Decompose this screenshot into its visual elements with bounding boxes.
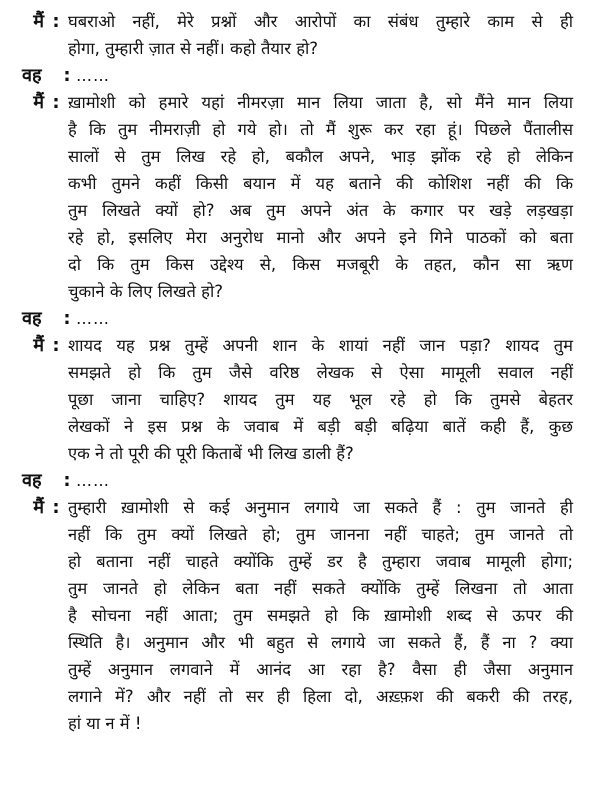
speaker-colon: : — [63, 470, 71, 491]
text-line: सालों से तुम लिख रहे हो, बकौल अपने, भाड़ झोंक रहे हो लेकिन — [68, 147, 573, 166]
text-line: समझते हो कि तुम जैसे वरिष्ठ लेखक से ऐसा मामूली सवाल नहीं — [68, 363, 573, 382]
dialogue-text — [68, 494, 573, 737]
text-line: तुम जानते हो लेकिन बता नहीं सकते क्योंकि तुम्हें लिखना तो आता — [68, 579, 573, 598]
speaker-label: वह — [22, 470, 42, 491]
dialogue-entry — [0, 8, 600, 62]
speaker-colon: : — [52, 497, 60, 518]
speaker-colon: : — [52, 92, 60, 113]
text-line: नहीं कि तुम क्यों लिखते हो; तुम जानना नहीं चाहते; तुम जानते तो — [68, 525, 573, 544]
speaker-colon: : — [52, 11, 60, 32]
text-line: एक ने तो पूरी की पूरी किताबें भी लिख डाली हैं? — [68, 444, 354, 463]
text-line: रहे हो, इसलिए मेरा अनुरोध मानो और अपने इने गिने पाठकों को बता — [68, 228, 573, 247]
text-line: है कि तुम नीमराज़ी हो गये हो। तो मैं शुरू कर रहा हूं। पिछले पैंतालीस — [68, 120, 573, 139]
dialogue-text — [68, 8, 573, 62]
speaker-label: मैं — [33, 92, 44, 113]
text-line: पूछा जाना चाहिए? शायद तुम यह भूल रहे हो कि तुमसे बेहतर — [68, 390, 573, 409]
text-line: है सोचना नहीं आता; तुम समझते हो कि ख़ामोशी शब्द से ऊपर की — [68, 606, 573, 625]
text-line: लेखकों ने इस प्रश्न के जवाब में बड़ी बड़ी बढ़िया बातें कही हैं, कुछ — [68, 417, 573, 436]
dialogue-entry — [0, 89, 600, 305]
dialogue-entry — [0, 494, 600, 737]
text-line: शायद यह प्रश्न तुम्हें अपनी शान के शायां नहीं जान पड़ा? शायद तुम — [68, 336, 573, 355]
text-line: घबराओ नहीं, मेरे प्रश्नों और आरोपों का संबंध तुम्हारे काम से ही — [68, 12, 573, 31]
text-line: दो कि तुम किस उद्देश्य से, किस मजबूरी के तहत, कौन सा ऋण — [68, 255, 573, 274]
speaker-colon: : — [63, 65, 71, 86]
text-line: तुम्हें अनुमान लगवाने में आनंद आ रहा है? वैसा ही जैसा अनुमान — [68, 660, 573, 679]
text-line: हो बताना नहीं चाहते क्योंकि तुम्हें डर है तुम्हारा जवाब मामूली होगा; — [68, 552, 573, 571]
text-line: लगाने में? और नहीं तो सर ही हिला दो, अख़्फ़श की बकरी की तरह, — [68, 687, 573, 706]
text-line: होगा, तुम्हारी ज़ात से नहीं। कहो तैयार हो? — [68, 39, 319, 58]
speaker-colon: : — [52, 335, 60, 356]
text-line: स्थिति है। अनुमान और भी बहुत से लगाये जा सकते हैं, हैं ना ? क्या — [68, 633, 573, 652]
speaker-label: मैं — [33, 11, 44, 32]
text-line: कभी तुमने कहीं किसी बयान में यह बताने की कोशिश नहीं की कि — [68, 174, 573, 193]
speaker-colon: : — [63, 308, 71, 329]
dialogue-entry — [0, 332, 600, 467]
speaker-label: मैं — [33, 497, 44, 518]
speaker-label: वह — [22, 65, 42, 86]
dialogue-entry — [0, 305, 600, 332]
text-line: हां या न में ! — [68, 714, 142, 733]
text-line: तुम्हारी ख़ामोशी से कई अनुमान लगाये जा सकते हैं : तुम जानते ही — [68, 498, 573, 517]
pause-ellipsis: …… — [76, 66, 110, 85]
dialogue-text — [68, 89, 573, 305]
pause-ellipsis: …… — [76, 471, 110, 490]
dialogue-text — [68, 332, 573, 467]
dialogue-entry — [0, 62, 600, 89]
text-line: चुकाने के लिए लिखते हो? — [68, 282, 223, 301]
speaker-label: मैं — [33, 335, 44, 356]
speaker-label: वह — [22, 308, 42, 329]
text-line: ख़ामोशी को हमारे यहां नीमरज़ा मान लिया जाता है, सो मैंने मान लिया — [68, 93, 573, 112]
text-line: तुम लिखते क्यों हो? अब तुम अपने अंत के कगार पर खड़े लड़खड़ा — [68, 201, 573, 220]
dialogue-entry — [0, 467, 600, 494]
pause-ellipsis: …… — [76, 309, 110, 328]
